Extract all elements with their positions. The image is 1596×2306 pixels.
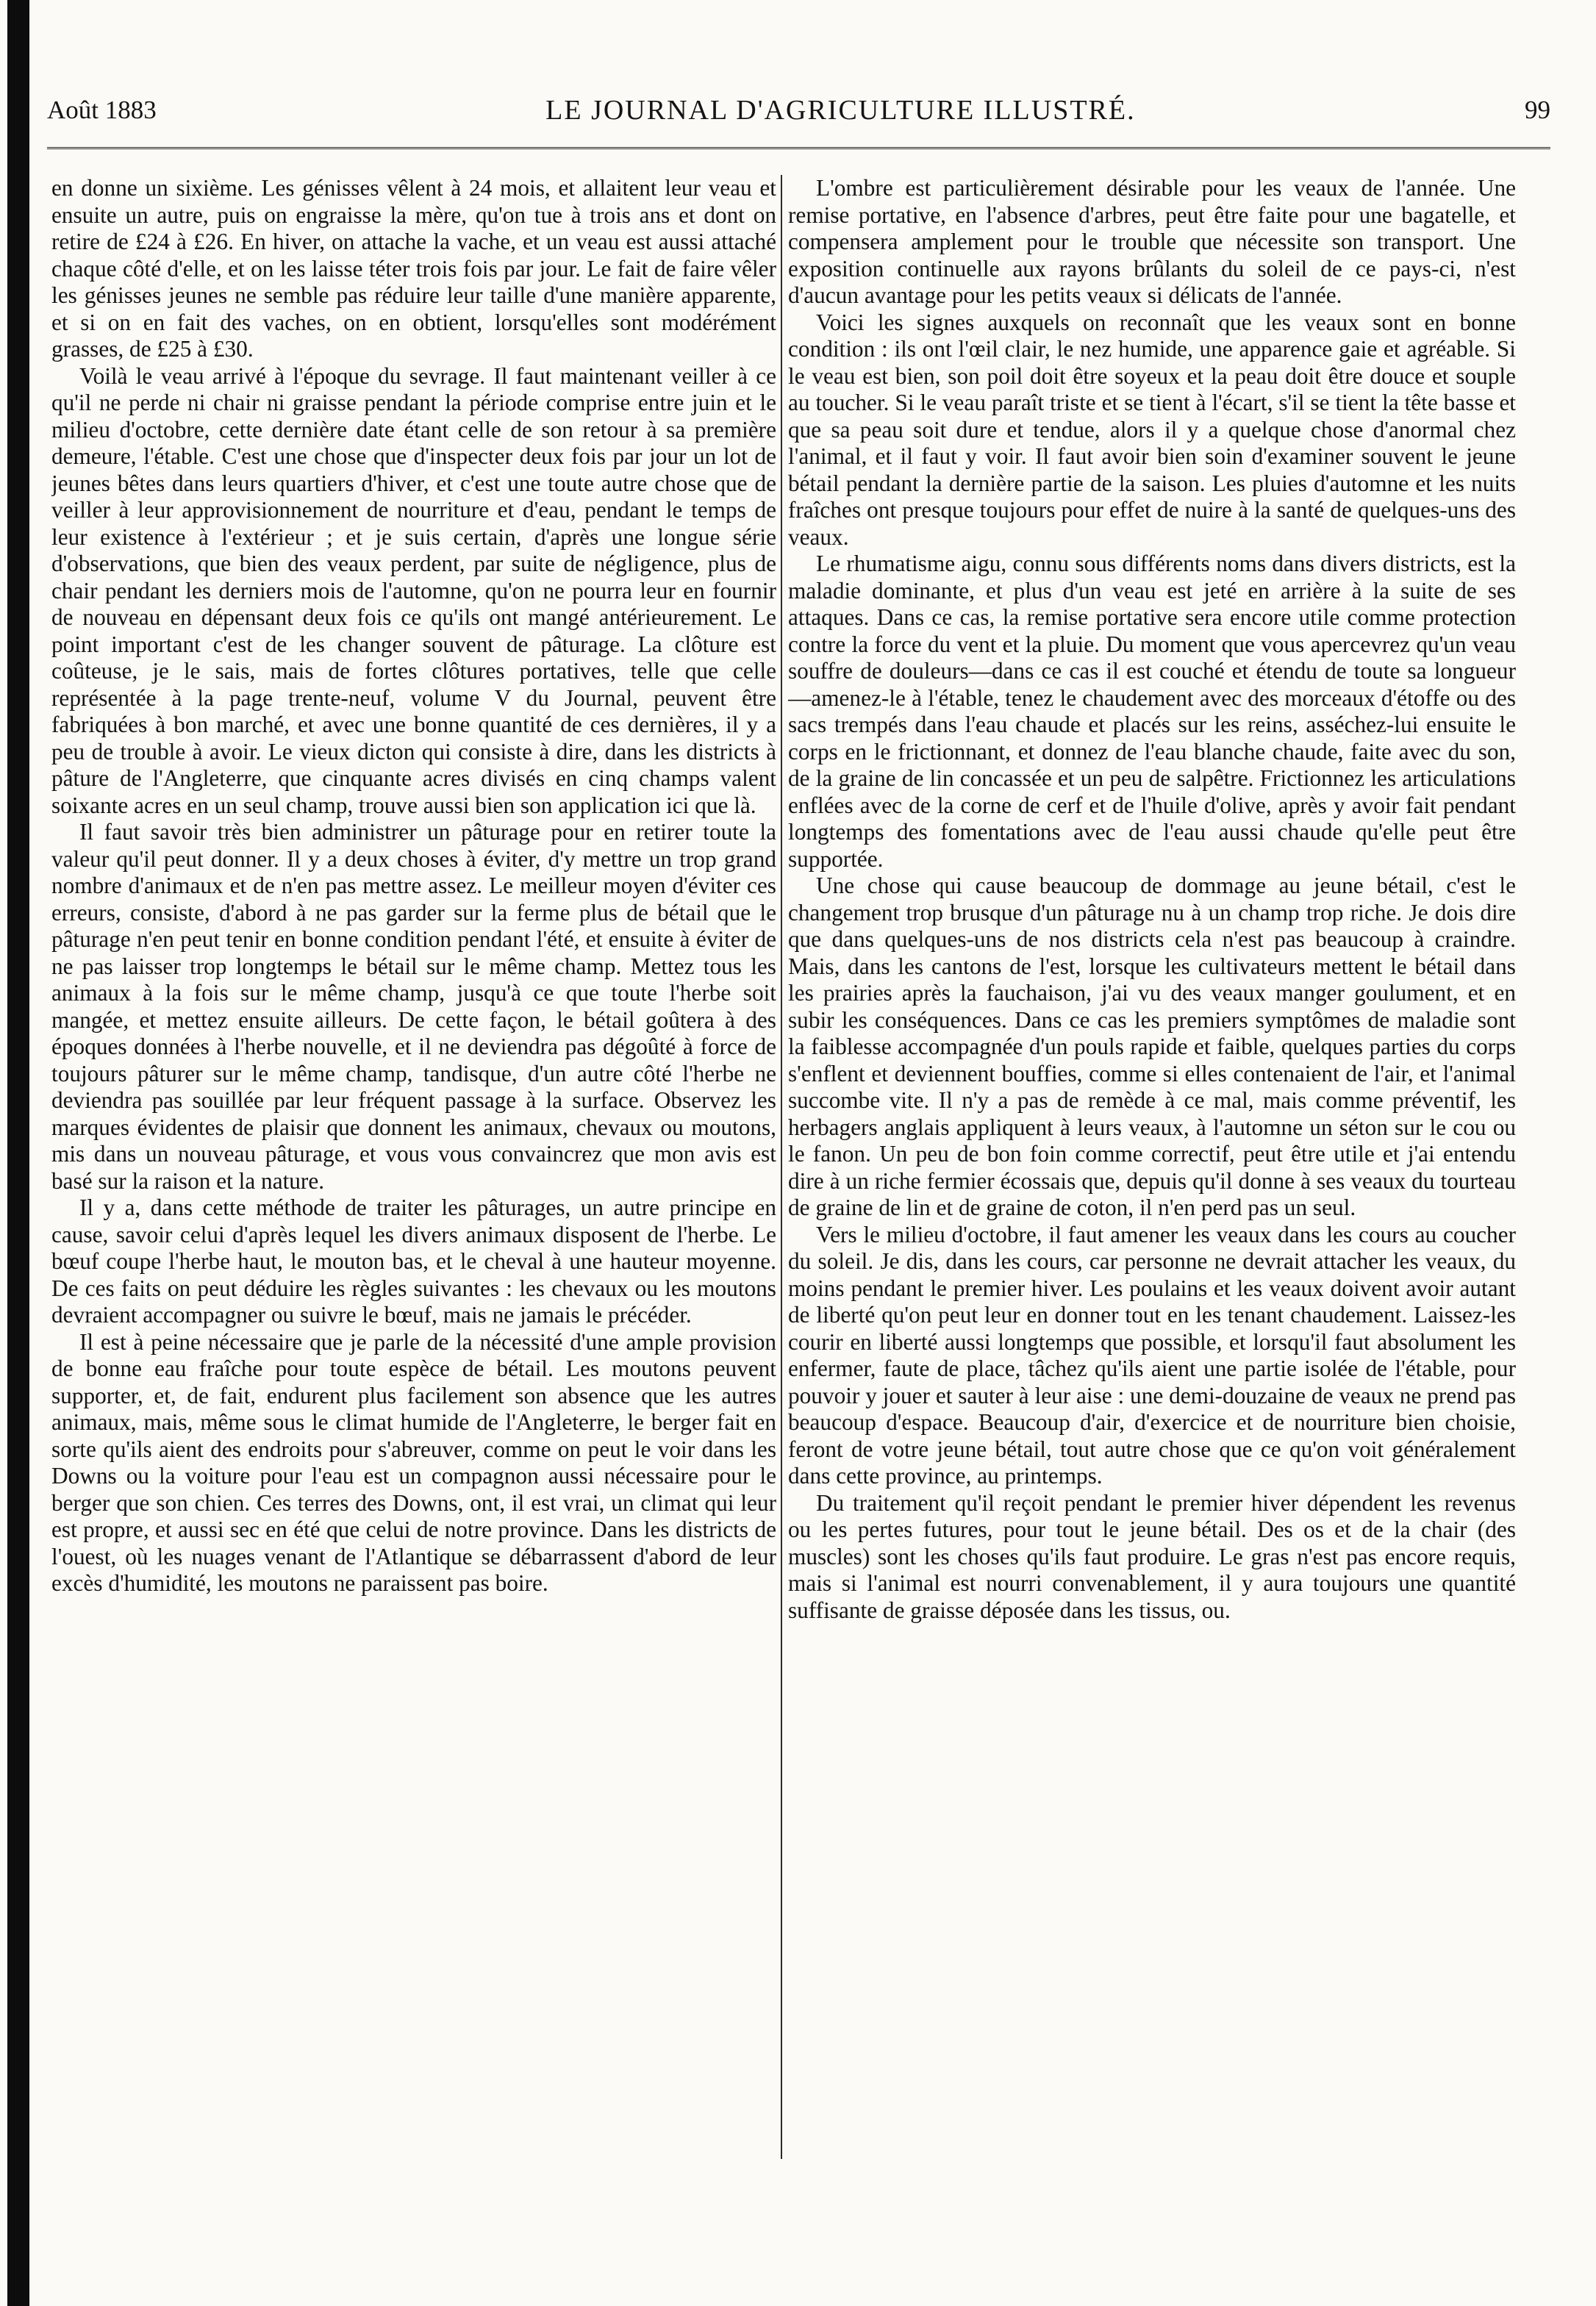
binding-edge: [7, 0, 29, 2306]
left-column: [51, 175, 776, 2225]
paragraph: Une chose qui cause beaucoup de dommage au jeune bétail, c'est le changement trop brusque d'un pâturage nu à un champ trop riche. Je dois dire que dans quelques-uns de nos districts cela n'est pas beaucoup à craindre. Mais, dans les cantons de l'est, lorsque les cultivateurs mettent le bétail dans les prairies après la fauchaison, j'ai vu des veaux manger goulument, et en subir les conséquences. Dans ce cas les premiers symptômes de maladie sont la faiblesse accompagnée d'un pouls rapide et faible, quelques parties du corps s'enflent et deviennent bouffies, comme si elles contenaient de l'air, et l'animal succombe vite. Il n'y a pas de remède à ce mal, mais comme préventif, les herbagers anglais appliquent à leurs veaux, à l'automne un séton sur le cou ou le fanon. Un peu de bon foin comme correctif, peut être utile et j'ai entendu dire à un riche fermier écossais que, depuis qu'il donne à ses veaux du tourteau de graine de lin et de graine de coton, il n'en perd pas un seul.: [788, 873, 1516, 1220]
paragraph: Il y a, dans cette méthode de traiter les pâturages, un autre principe en cause, savoir celui d'après lequel les divers animaux disposent de l'herbe. Le bœuf coupe l'herbe haut, le mouton bas, et le cheval à une hauteur moyenne. De ces faits on peut déduire les règles suivantes : les chevaux ou les moutons devraient accompagner ou suivre le bœuf, mais ne jamais le précéder.: [51, 1195, 776, 1328]
journal-title: LE JOURNAL D'AGRICULTURE ILLUSTRÉ.: [545, 95, 1136, 126]
paragraph: Voici les signes auxquels on reconnaît que les veaux sont en bonne condition : ils ont l'œil clair, le nez humide, une apparence gaie et agréable. Si le veau est bien, son poil doit être soyeux et la peau doit être douce et souple au toucher. Si le veau paraît triste et se tient à l'écart, s'il se tient la tête basse et que sa peau soit dure et tendue, alors il y a quelque chose d'anormal chez l'animal, et il faut y voir. Il faut avoir bien soin d'examiner souvent le jeune bétail pendant la dernière partie de la saison. Les pluies d'automne et les nuits fraîches ont presque toujours pour effet de nuire à la santé de quelques-uns des veaux.: [788, 309, 1516, 550]
paragraph: en donne un sixième. Les génisses vêlent à 24 mois, et allaitent leur veau et ensuite un autre, puis on engraisse la mère, qu'on tue à trois ans et dont on retire de £24 à £26. En hiver, on attache la vache, et un veau est aussi attaché chaque côté d'elle, et on les laisse téter trois fois par jour. Le fait de faire vêler les génisses jeunes ne semble pas réduire leur taille d'une manière apparente, et si on en fait des vaches, on en obtient, lorsqu'elles sont modérément grasses, de £25 à £30.: [51, 175, 776, 362]
paragraph: L'ombre est particulièrement désirable pour les veaux de l'année. Une remise portative, en l'absence d'arbres, peut être faite pour une bagatelle, et compensera amplement pour le trouble que nécessite son transport. Une exposition continuelle aux rayons brûlants du soleil de ce pays-ci, n'est d'aucun avantage pour les petits veaux si délicats de l'année.: [788, 175, 1516, 308]
paragraph: Du traitement qu'il reçoit pendant le premier hiver dépendent les revenus ou les pertes futures, pour tout le jeune bétail. Des os et de la chair (des muscles) sont les choses qu'ils faut produire. Le gras n'est pas encore requis, mais si l'animal est nourri convenablement, il y aura toujours une quantité suffisante de graisse déposée dans les tissus, ou.: [788, 1489, 1516, 1623]
paragraph: Voilà le veau arrivé à l'époque du sevrage. Il faut maintenant veiller à ce qu'il ne perde ni chair ni graisse pendant la période comprise entre juin et le milieu d'octobre, cette dernière date étant celle de son retour à sa première demeure, l'étable. C'est une chose que d'inspecter deux fois par jour un lot de jeunes bêtes dans leurs quartiers d'hiver, et c'est une toute autre chose que de veiller à leur approvisionnement de nourriture et d'eau, pendant le temps de leur existence à l'extérieur ; et je suis certain, d'après une longue série d'observations, que bien des veaux perdent, par suite de négligence, plus de chair pendant les derniers mois de l'automne, qu'on ne pourra leur en fournir de nouveau en dépensant deux fois ce qu'ils ont mangé antérieurement. Le point important c'est de les changer souvent de pâturage. La clôture est coûteuse, je le sais, mais de fortes clôtures portatives, telle que celle représentée à la page trente-neuf, volume V du Journal, peuvent être fabriquées à bon marché, et avec une bonne quantité de ces dernières, il y a peu de trouble à avoir. Le vieux dicton qui consiste à dire, dans les districts à pâture de l'Angleterre, que cinquante acres divisés en cinq champs valent soixante acres en un seul champ, trouve aussi bien son application ici que là.: [51, 362, 776, 818]
column-divider: [781, 175, 782, 2159]
paragraph: Il faut savoir très bien administrer un pâturage pour en retirer toute la valeur qu'il peut donner. Il y a deux choses à éviter, d'y mettre un trop grand nombre d'animaux et de n'en pas mettre assez. Le meilleur moyen d'éviter ces erreurs, consiste, d'abord à ne pas garder sur la ferme plus de bétail que le pâturage n'en peut tenir en bonne condition pendant l'été, et ensuite à éviter de ne pas laisser trop longtemps le bétail sur le même champ. Mettez tous les animaux à la fois sur le même champ, jusqu'à ce que toute l'herbe soit mangée, et mettez ensuite ailleurs. De cette façon, le bétail goûtera à des époques données à l'herbe nouvelle, et il ne deviendra pas dégoûté à force de toujours pâturer sur le même champ, tandisque, d'un autre côté l'herbe ne deviendra pas souillée par leur fréquent passage à la surface. Observez les marques évidentes de plaisir que donnent les animaux, chevaux ou moutons, mis dans un nouveau pâturage, et vous vous convaincrez que mon avis est basé sur la raison et la nature.: [51, 819, 776, 1194]
paragraph: Vers le milieu d'octobre, il faut amener les veaux dans les cours au coucher du soleil. Je dis, dans les cours, car personne ne devrait attacher les veaux, du moins pendant le premier hiver. Les poulains et les veaux doivent avoir autant de liberté qu'on peut leur en donner tout en les tenant chaudement. Laissez-les courir en liberté aussi longtemps que possible, et lorsqu'il faut absolument les enfermer, faute de place, tâchez qu'ils aient une partie isolée de l'étable, pour pouvoir y jouer et sauter à leur aise : une demi-douzaine de veaux ne prend pas beaucoup d'espace. Beaucoup d'air, d'exercice et de nourriture bien choisie, feront de votre jeune bétail, tout autre chose que ce qu'on voit généralement dans cette province, au printemps.: [788, 1221, 1516, 1489]
paragraph: Il est à peine nécessaire que je parle de la nécessité d'une ample provision de bonne eau fraîche pour toute espèce de bétail. Les moutons peuvent supporter, et, de fait, endurent plus facilement son absence que les autres animaux, mais, même sous le climat humide de l'Angleterre, le berger fait en sorte qu'ils aient des endroits pour s'abreuver, comme on peut le voir dans les Downs ou la voiture pour l'eau est un compagnon aussi nécessaire pour le berger que son chien. Ces terres des Downs, ont, il est vrai, un climat qui leur est propre, et aussi sec en été que celui de notre province. Dans les districts de l'ouest, où les nuages venant de l'Atlantique se débarrassent d'abord de leur excès d'humidité, les moutons ne paraissent pas boire.: [51, 1328, 776, 1596]
paragraph: Le rhumatisme aigu, connu sous différents noms dans divers districts, est la maladie dominante, et plus d'un veau est jeté en arrière à la suite de ses attaques. Dans ce cas, la remise portative sera encore utile comme protection contre la force du vent et la pluie. Du moment que vous apercevrez qu'un veau souffre de douleurs—dans ce cas il est couché et étendu de toute sa longueur—amenez-le à l'étable, tenez le chaudement avec des morceaux d'étoffe ou des sacs trempés dans l'eau chaude et placés sur les reins, asséchez-lui ensuite le corps en le frictionnant, et donnez de l'eau blanche chaude, faite avec du son, de la graine de lin concassée et un peu de salpêtre. Frictionnez les articulations enflées avec de la corne de cerf et de l'huile d'olive, après y avoir fait pendant longtemps des fomentations avec de l'eau aussi chaude qu'elle peut être supportée.: [788, 551, 1516, 872]
page-header: [47, 88, 1550, 132]
issue-date: Août 1883: [47, 96, 157, 124]
page-number: 99: [1524, 96, 1550, 124]
right-column: [788, 175, 1516, 2225]
header-rule: [47, 147, 1550, 149]
